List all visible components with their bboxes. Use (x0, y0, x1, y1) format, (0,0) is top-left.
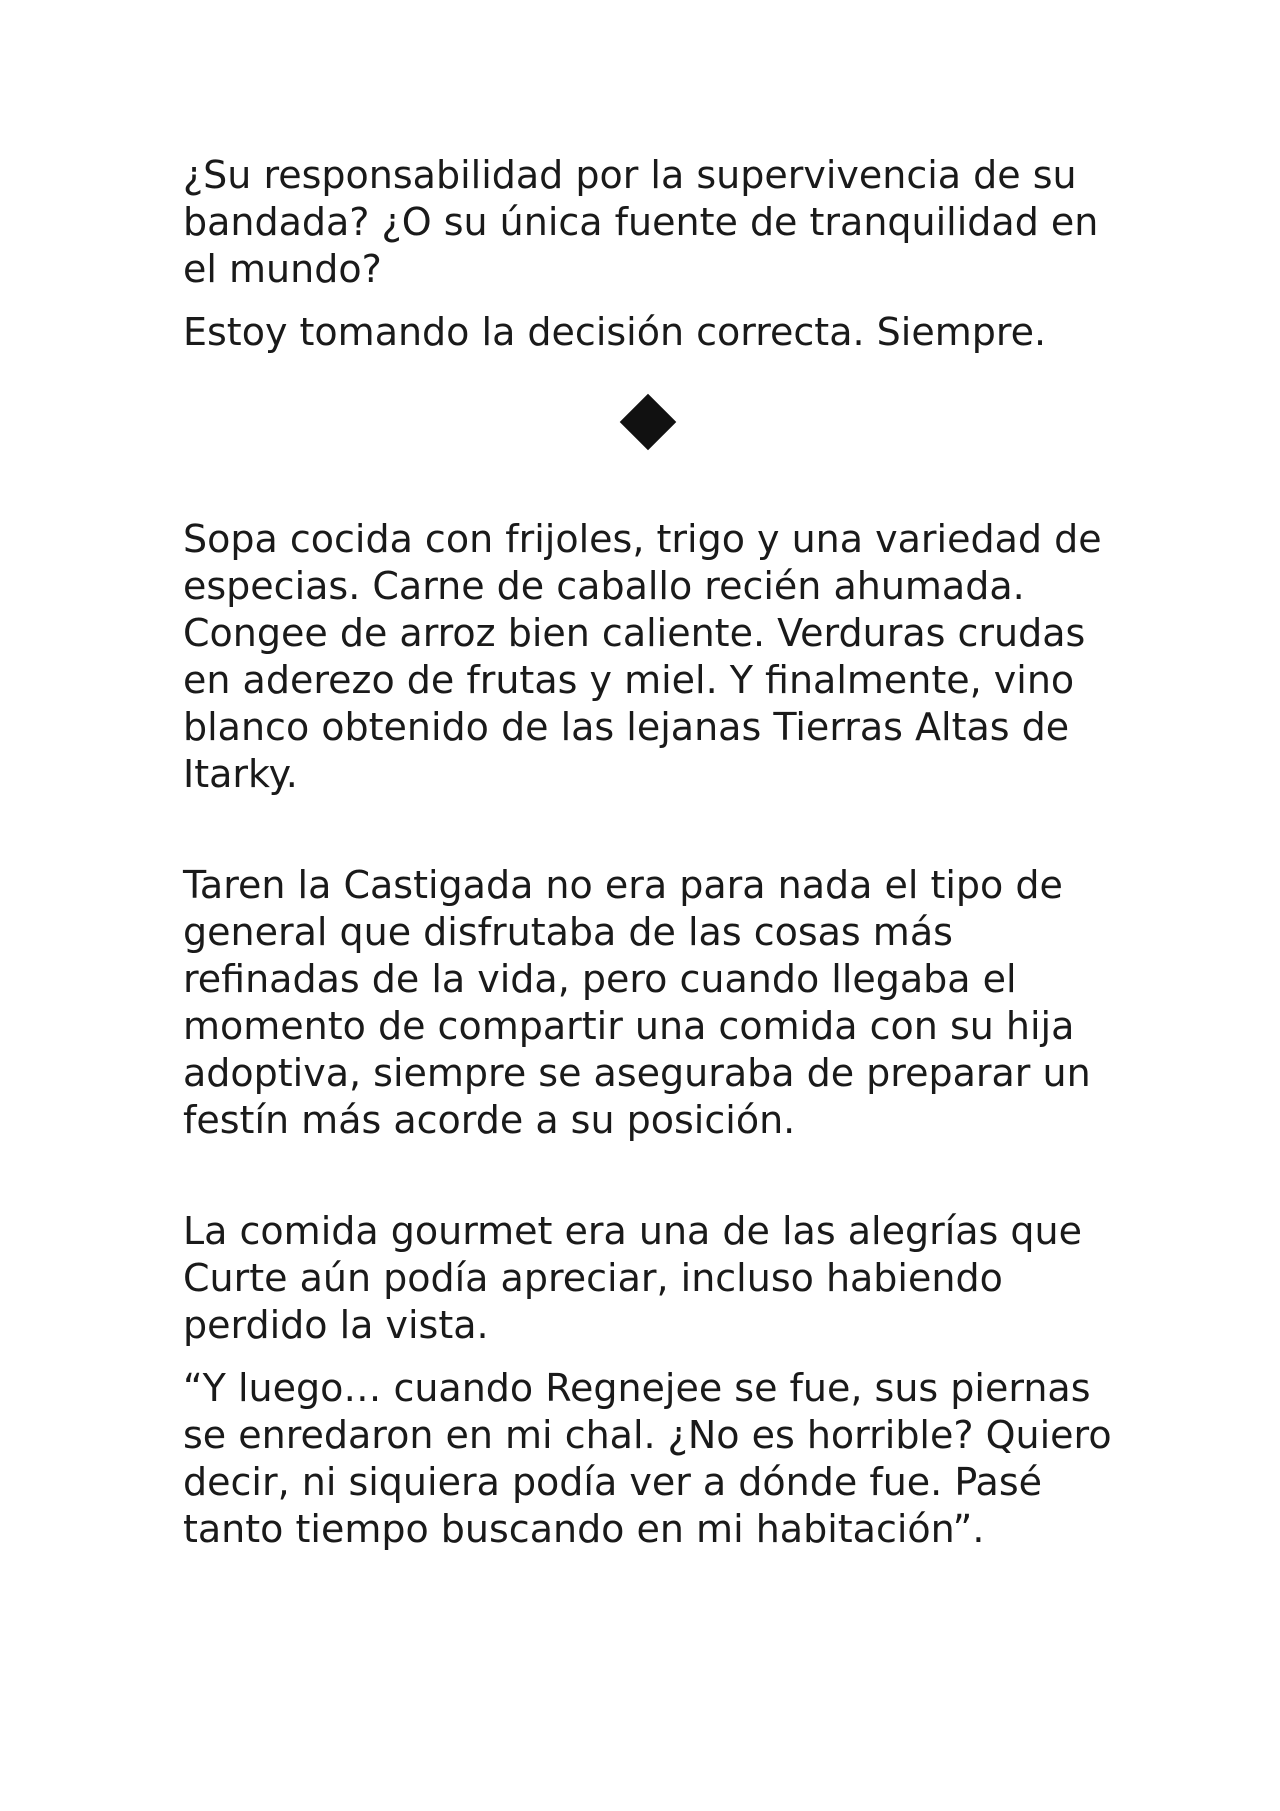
document-page (183, 152, 1123, 1553)
paragraph-2: Estoy tomando la decisión correcta. Siempre. (183, 310, 1047, 354)
paragraph-1: ¿Su responsabilidad por la supervivencia de su bandada? ¿O su única fuente de tranquilidad en el mundo? (183, 153, 1099, 291)
diamond-icon (620, 394, 677, 451)
paragraph-4: Taren la Castigada no era para nada el tipo de general que disfrutaba de las cosas más refinadas de la vida, pero cuando llegaba el momento de compartir una comida con su hija adoptiva, siempre se aseguraba de preparar un festín más acorde a su posición. (183, 863, 1091, 1142)
paragraph-5: La comida gourmet era una de las alegrías que Curte aún podía apreciar, incluso habiendo perdido la vista. (183, 1209, 1082, 1347)
section-divider (183, 356, 1123, 516)
paragraph-6: “Y luego… cuando Regnejee se fue, sus piernas se enredaron en mi chal. ¿No es horrible? Quiero decir, ni siquiera podía ver a dónde fue. Pasé tanto tiempo buscando en mi habitación”. (183, 1366, 1112, 1551)
paragraph-3: Sopa cocida con frijoles, trigo y una variedad de especias. Carne de caballo recién ahumada. Congee de arroz bien caliente. Verduras crudas en aderezo de frutas y miel. Y finalmente, vino blanco obtenido de las lejanas Tierras Altas de Itarky. (183, 517, 1102, 796)
